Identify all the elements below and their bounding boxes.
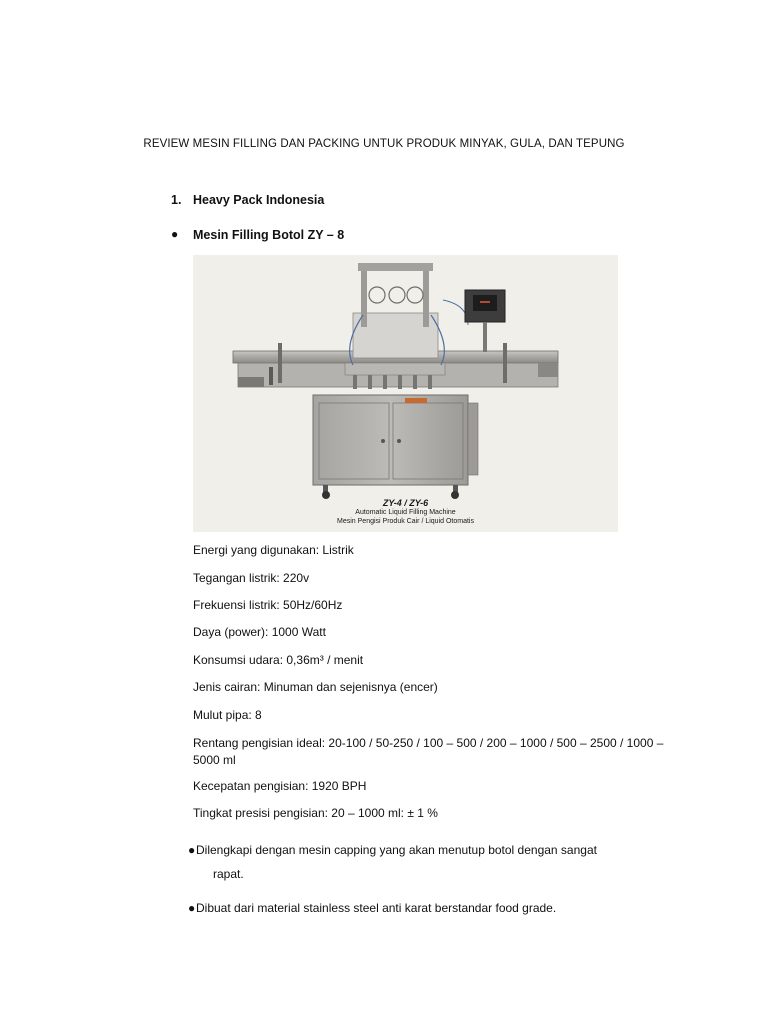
spec-nozzles: Mulut pipa: 8: [193, 708, 262, 722]
spec-liquid-type: Jenis cairan: Minuman dan sejenisnya (encer): [193, 680, 438, 694]
feature-material: Dibuat dari material stainless steel anti karat berstandar food grade.: [196, 901, 557, 915]
figure-caption-model: ZY-4 / ZY-6: [382, 498, 429, 508]
document-title: REVIEW MESIN FILLING DAN PACKING UNTUK PRODUK MINYAK, GULA, DAN TEPUNG: [143, 138, 625, 150]
feature-bullet: ●: [188, 901, 196, 915]
feature-capping-line2: rapat.: [213, 867, 244, 881]
spec-air-consumption: Konsumsi udara: 0,36m³ / menit: [193, 653, 364, 667]
section-heading: Heavy Pack Indonesia: [193, 193, 325, 207]
subsection-heading: Mesin Filling Botol ZY – 8: [193, 228, 345, 242]
spec-filling-speed: Kecepatan pengisian: 1920 BPH: [193, 779, 367, 793]
spec-power: Daya (power): 1000 Watt: [193, 625, 326, 639]
spec-filling-range: Rentang pengisian ideal: 20-100 / 50-250 / 100 – 500 / 200 – 1000 / 500 – 2500 / 1000 – 5000 ml: [193, 736, 664, 767]
feature-capping-line1: Dilengkapi dengan mesin capping yang akan menutup botol dengan sangat: [196, 843, 597, 857]
figure-caption-line2: Mesin Pengisi Produk Cair / Liquid Otomatis: [337, 518, 474, 525]
spec-frequency: Frekuensi listrik: 50Hz/60Hz: [193, 598, 343, 612]
spec-voltage: Tegangan listrik: 220v: [193, 571, 310, 585]
subsection-bullet: ●: [171, 227, 179, 241]
spec-precision: Tingkat presisi pengisian: 20 – 1000 ml: ± 1 %: [193, 806, 438, 820]
filling-machine-illustration: [193, 255, 618, 532]
feature-bullet: ●: [188, 843, 196, 857]
section-number: 1.: [171, 193, 182, 207]
machine-photo: [193, 255, 618, 532]
figure-caption-line1: Automatic Liquid Filling Machine: [355, 509, 456, 516]
spec-energy: Energi yang digunakan: Listrik: [193, 543, 354, 557]
